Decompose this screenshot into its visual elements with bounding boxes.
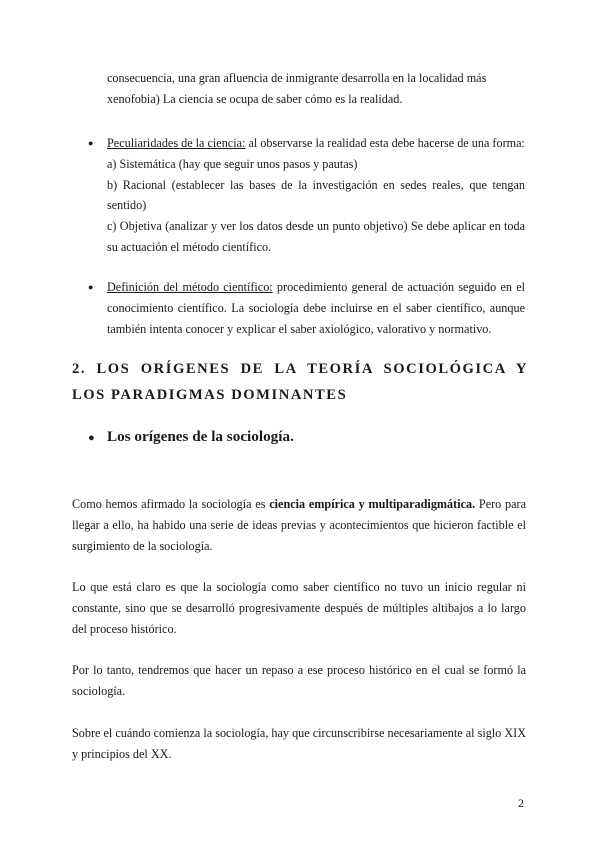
bullet-icon: ● — [88, 282, 94, 292]
list-item-title: Definición del método científico: — [107, 280, 273, 294]
subsection-heading: Los orígenes de la sociología. — [107, 428, 294, 445]
sub-item-c: c) Objetiva (analizar y ver los datos desde un punto objetivo) Se debe aplicar en toda su actuación el método científico. — [107, 219, 525, 254]
paragraph-4: Sobre el cuándo comienza la sociología, hay que circunscribirse necesariamente al siglo XIX y principios del XX. — [72, 726, 526, 761]
section-heading: 2. LOS ORÍGENES DE LA TEORÍA SOCIOLÓGICA Y LOS PARADIGMAS DOMINANTES — [72, 361, 528, 403]
paragraph-3: Por lo tanto, tendremos que hacer un repaso a ese proceso histórico en el cual se formó la sociología. — [72, 663, 526, 698]
list-item-title: Peculiaridades de la ciencia: — [107, 136, 246, 150]
list-item-peculiaridades — [107, 133, 525, 258]
sub-item-a: a) Sistemática (hay que seguir unos pasos y pautas) — [107, 156, 358, 171]
paragraph-1-start: Como hemos afirmado la sociología es — [72, 497, 270, 511]
bullet-icon: ● — [88, 138, 94, 148]
list-item-text: al observarse la realidad esta debe hacerse de una forma: — [245, 136, 525, 150]
emphasis-text: ciencia empírica y multiparadigmática. — [269, 497, 476, 511]
list-item-definicion — [107, 277, 525, 339]
bullet-icon: ● — [88, 432, 95, 444]
intro-line-1: consecuencia, una gran afluencia de inmigrante desarrolla en la localidad más — [107, 71, 487, 85]
paragraph-1-end: Pero para llegar a ello, ha habido una serie de ideas previas y acontecimientos que hicieron factible el surgimiento de la sociología. — [72, 497, 526, 553]
intro-line-2: xenofobia) La ciencia se ocupa de saber cómo es la realidad. — [107, 91, 403, 106]
paragraph-2: Lo que está claro es que la sociología como saber científico no tuvo un inicio regular ni constante, sino que se desarrolló progresivamente después de múltiples altibajos a lo largo del proceso histórico. — [72, 580, 526, 636]
page-number: 2 — [518, 796, 524, 810]
sub-item-b: b) Racional (establecer las bases de la investigación en sedes reales, que tengan sentido) — [107, 177, 525, 213]
list-item-text: procedimiento general de actuación seguido en el conocimiento científico. La sociología debe incluirse en el saber científico, aunque también intenta conocer y explicar el saber axiológico, valorativo y normativo. — [107, 280, 525, 336]
paragraph-1 — [72, 494, 526, 556]
intro-paragraph — [107, 68, 525, 110]
